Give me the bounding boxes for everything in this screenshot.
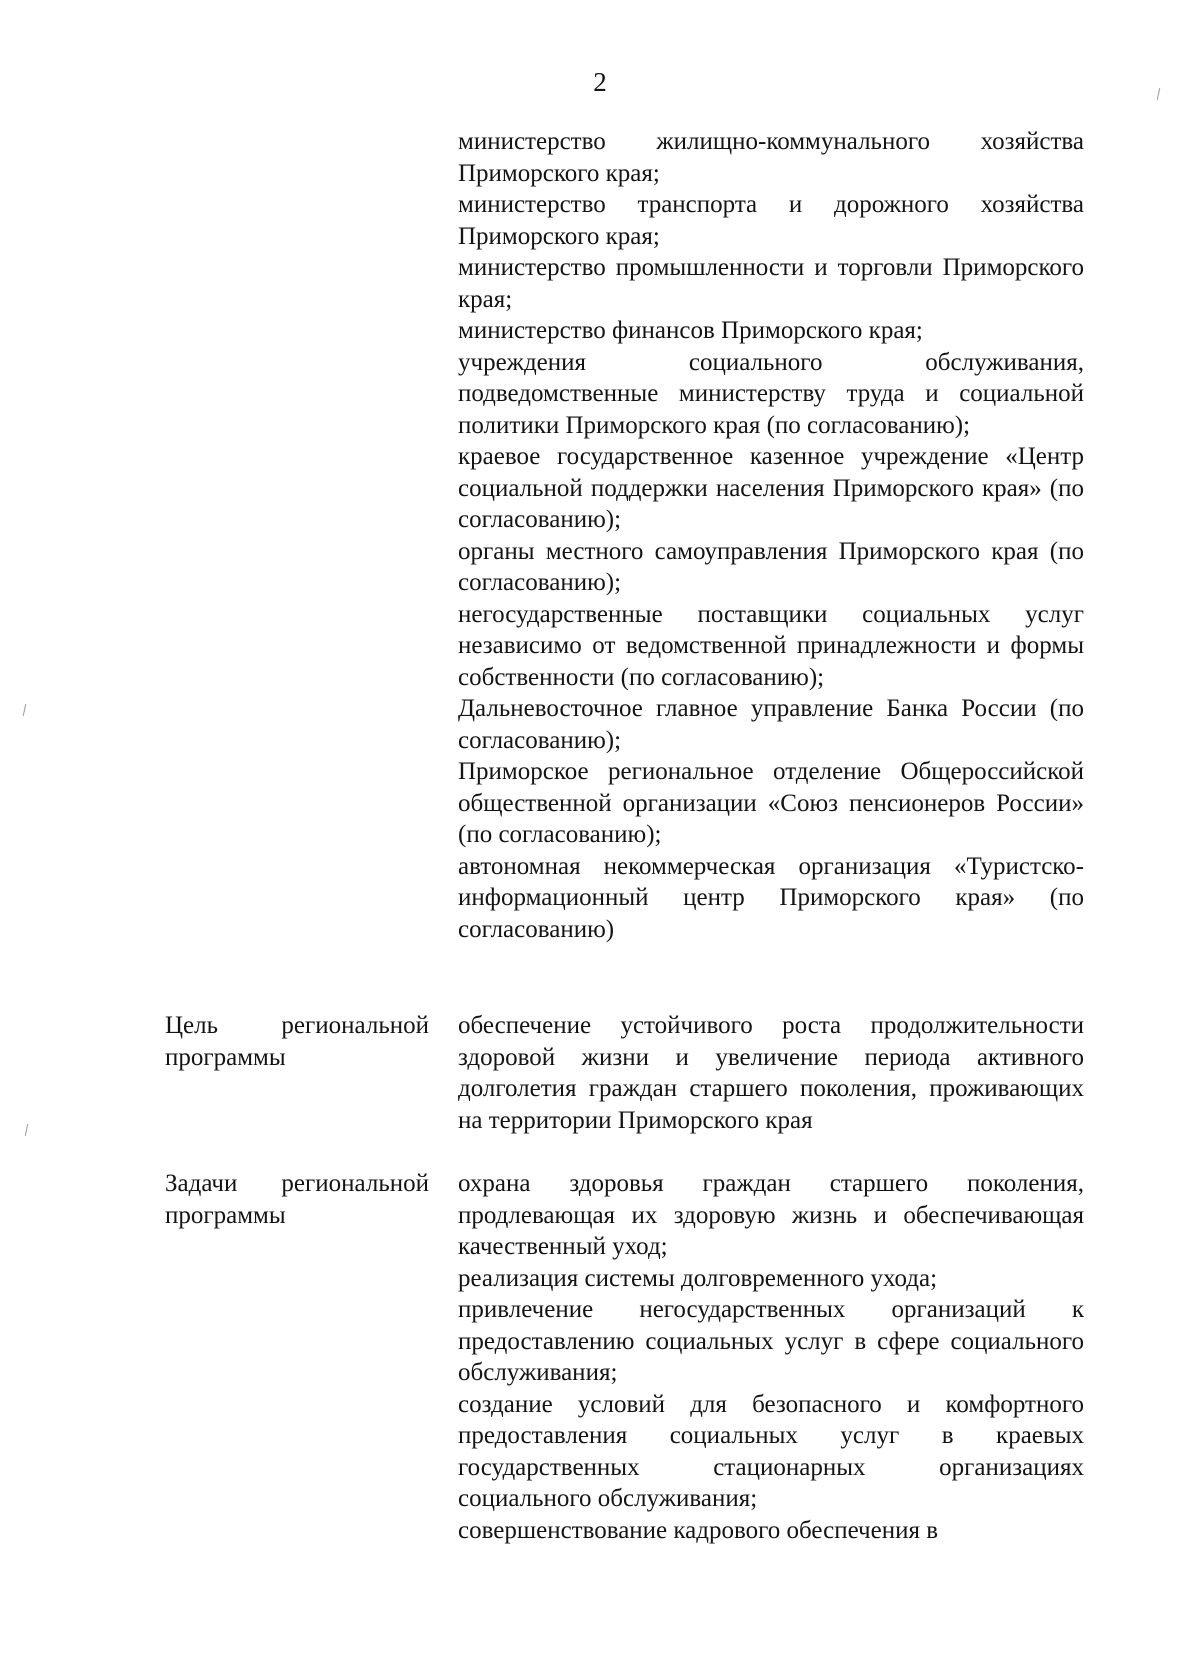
tasks-label: Задачи региональной программы <box>165 1170 429 1229</box>
executor-item: негосударственные поставщики социальных услуг независимо от ведомственной принадлежности и формы собственности (по согласованию); <box>458 600 1084 691</box>
executor-item: учреждения социального обслуживания, подведомственные министерству труда и социальной политики Приморского края (по согласованию); <box>458 348 1084 439</box>
executor-item: Дальневосточное главное управление Банка России (по согласованию); <box>458 695 1084 754</box>
page-number: 2 <box>593 67 607 97</box>
task-item: охрана здоровья граждан старшего поколения, продлевающая их здоровую жизнь и обеспечивающая качественный уход; <box>458 1170 1084 1260</box>
scan-mark <box>23 704 26 716</box>
executors-list <box>458 126 1084 945</box>
task-item: привлечение негосударственных организаций к предоставлению социальных услуг в сфере социального обслуживания; <box>458 1296 1084 1386</box>
task-item: создание условий для безопасного и комфортного предоставления социальных услуг в краевых государственных стационарных организациях социального обслуживания; <box>458 1390 1084 1512</box>
executor-item: краевое государственное казенное учреждение «Центр социальной поддержки населения Приморского края» (по согласованию); <box>458 443 1084 533</box>
executor-item: министерство жилищно-коммунального хозяйства Приморского края; <box>458 128 1084 187</box>
task-item: реализация системы долговременного ухода; <box>458 1264 938 1292</box>
goal-label: Цель региональной программы <box>165 1012 429 1071</box>
goal-text <box>458 1010 1084 1136</box>
executor-item: министерство транспорта и дорожного хозяйства Приморского края; <box>458 191 1084 250</box>
executor-item: органы местного самоуправления Приморского края (по согласованию); <box>458 537 1084 596</box>
executor-item: Приморское региональное отделение Общероссийской общественной организации «Союз пенсионеров России» (по согласованию); <box>458 758 1084 848</box>
executor-item: министерство финансов Приморского края; <box>458 317 923 344</box>
task-item: совершенствование кадрового обеспечения в <box>458 1516 939 1544</box>
executor-item: автономная некоммерческая организация «Туристско-информационный центр Приморского края» (по согласованию) <box>458 852 1084 943</box>
tasks-list <box>458 1168 1084 1546</box>
executor-item: министерство промышленности и торговли Приморского края; <box>458 254 1084 313</box>
goal-text-body: обеспечение устойчивого роста продолжительности здоровой жизни и увеличение периода активного долголетия граждан старшего поколения, проживающих на территории Приморского края <box>458 1012 1084 1134</box>
scan-mark <box>25 1124 28 1136</box>
